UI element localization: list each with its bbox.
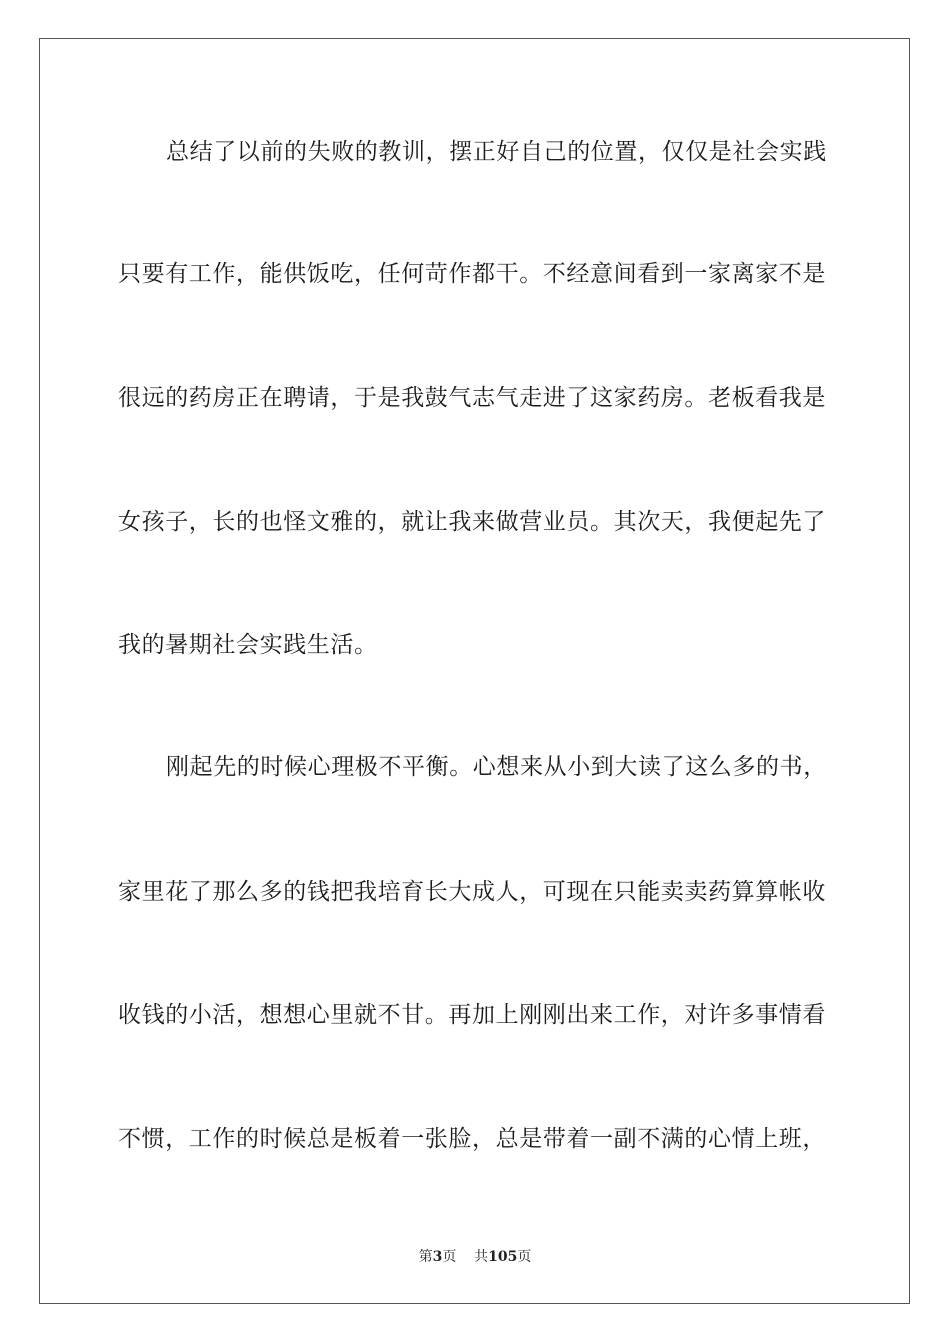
total-suffix: 页 <box>517 1249 532 1265</box>
paragraph-1-line-1: 总结了以前的失败的教训，摆正好自己的位置，仅仅是社会实践 <box>166 139 827 165</box>
page-prefix: 第 <box>418 1249 433 1265</box>
paragraph-1-line-3: 很远的药房正在聘请，于是我鼓气志气走进了这家药房。老板看我是 <box>118 385 826 411</box>
paragraph-2-line-3: 收钱的小活，想想心里就不甘。再加上刚刚出来工作，对许多事情看 <box>118 1002 826 1028</box>
page-suffix: 页 <box>442 1249 457 1265</box>
paragraph-1-line-2: 只要有工作，能供饭吃，任何苛作都干。不经意间看到一家离家不是 <box>118 261 826 287</box>
page-total-number: 105 <box>488 1249 518 1265</box>
paragraph-1-line-5: 我的暑期社会实践生活。 <box>118 632 378 658</box>
page-border <box>39 38 910 1304</box>
page-footer <box>0 1248 950 1266</box>
total-prefix: 共 <box>474 1249 489 1265</box>
paragraph-2-line-4: 不惯，工作的时候总是板着一张脸，总是带着一副不满的心情上班， <box>118 1126 826 1152</box>
paragraph-1-line-4: 女孩子，长的也怪文雅的，就让我来做营业员。其次天，我便起先了 <box>118 509 826 535</box>
paragraph-2-line-2: 家里花了那么多的钱把我培育长大成人，可现在只能卖卖药算算帐收 <box>118 879 826 905</box>
page-current-number: 3 <box>432 1249 443 1265</box>
paragraph-2-line-1: 刚起先的时候心理极不平衡。心想来从小到大读了这么多的书， <box>166 754 827 780</box>
